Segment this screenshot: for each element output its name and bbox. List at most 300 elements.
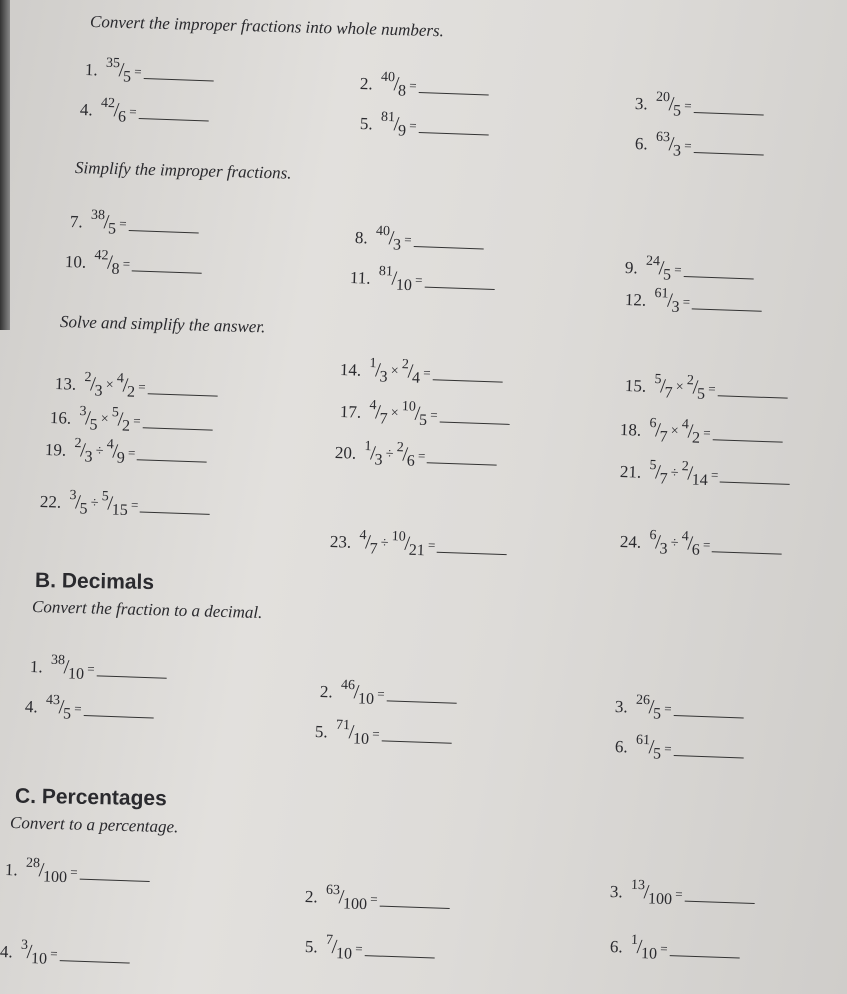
problem-number: 17. bbox=[339, 401, 362, 422]
denominator: 5 bbox=[107, 219, 117, 238]
problem-item bbox=[319, 677, 457, 708]
fraction: 3 / 5 bbox=[79, 403, 98, 434]
denominator: 100 bbox=[342, 894, 368, 913]
answer-blank[interactable] bbox=[418, 118, 488, 135]
numerator: 40 bbox=[375, 223, 391, 239]
problem-item bbox=[54, 369, 218, 401]
equals-sign: = bbox=[129, 103, 137, 119]
denominator: 100 bbox=[42, 867, 68, 886]
problem-number: 6. bbox=[614, 736, 629, 756]
problem-number: 4. bbox=[24, 696, 39, 716]
problem-number: 14. bbox=[339, 359, 362, 380]
fraction: 2 / 14 bbox=[681, 458, 709, 489]
numerator: 3 bbox=[69, 487, 77, 503]
problem-number: 18. bbox=[619, 419, 642, 440]
problem-item bbox=[29, 652, 167, 683]
answer-blank[interactable] bbox=[143, 64, 213, 81]
problem-number: 13. bbox=[54, 373, 77, 394]
denominator: 2 bbox=[121, 417, 131, 435]
answer-blank[interactable] bbox=[720, 468, 790, 485]
fraction: 13 / 100 bbox=[630, 877, 673, 908]
equals-sign: = bbox=[702, 536, 711, 552]
numerator: 4 bbox=[681, 416, 690, 432]
numerator: 46 bbox=[340, 677, 356, 693]
problem-number: 3. bbox=[609, 881, 624, 901]
fraction: 2 / 6 bbox=[396, 439, 416, 470]
problem-item bbox=[0, 937, 130, 968]
denominator: 7 bbox=[659, 469, 668, 488]
answer-blank[interactable] bbox=[59, 946, 129, 963]
operator: ÷ bbox=[380, 535, 389, 551]
fraction: 42 / 6 bbox=[100, 95, 127, 126]
instruction-simplify: Simplify the improper fractions. bbox=[74, 158, 292, 183]
problem-item bbox=[619, 457, 791, 489]
equals-sign: = bbox=[134, 63, 142, 79]
fraction: 5 / 7 bbox=[649, 457, 668, 488]
fraction: 1 / 3 bbox=[369, 355, 388, 386]
answer-blank[interactable] bbox=[128, 216, 198, 233]
denominator: 10 bbox=[357, 689, 375, 708]
numerator: 3 bbox=[20, 937, 29, 953]
answer-blank[interactable] bbox=[683, 262, 753, 279]
problem-item bbox=[624, 371, 788, 403]
problem-item bbox=[4, 855, 150, 886]
equals-sign: = bbox=[409, 77, 417, 93]
problem-item bbox=[329, 527, 508, 559]
problem-item bbox=[609, 877, 755, 908]
fraction: 40 / 8 bbox=[380, 69, 407, 100]
fraction: 10 / 21 bbox=[391, 528, 426, 559]
problem-item bbox=[69, 207, 199, 238]
denominator: 5 bbox=[89, 415, 98, 434]
numerator: 2 bbox=[74, 435, 82, 451]
denominator: 10 bbox=[335, 944, 353, 963]
problem-number: 24. bbox=[619, 531, 642, 552]
denominator: 6 bbox=[406, 452, 416, 470]
numerator: 13 bbox=[630, 877, 646, 893]
problem-number: 3. bbox=[634, 93, 649, 113]
fraction: 40 / 3 bbox=[375, 223, 402, 254]
denominator: 5 bbox=[79, 499, 88, 518]
answer-blank[interactable] bbox=[692, 294, 762, 311]
numerator: 63 bbox=[325, 882, 341, 898]
numerator: 4 bbox=[369, 397, 377, 413]
answer-blank[interactable] bbox=[381, 726, 451, 743]
numerator: 6 bbox=[649, 415, 657, 431]
operator: × bbox=[670, 423, 679, 439]
fraction: 42 / 8 bbox=[94, 247, 120, 278]
numerator: 5 bbox=[111, 404, 120, 420]
answer-blank[interactable] bbox=[437, 538, 507, 555]
fraction: 63 / 3 bbox=[655, 129, 682, 160]
numerator: 6 bbox=[649, 527, 657, 543]
denominator: 5 bbox=[652, 704, 662, 723]
operator: × bbox=[390, 405, 399, 421]
problem-number: 4. bbox=[79, 99, 94, 119]
equals-sign: = bbox=[132, 412, 141, 428]
equals-sign: = bbox=[684, 97, 692, 113]
numerator: 5 bbox=[101, 488, 109, 504]
equals-sign: = bbox=[377, 685, 385, 701]
numerator: 2 bbox=[401, 356, 410, 372]
fraction: 4 / 2 bbox=[681, 416, 701, 447]
problem-item bbox=[79, 95, 209, 126]
fraction: 1 / 3 bbox=[364, 438, 383, 469]
problem-item bbox=[84, 55, 214, 86]
equals-sign: = bbox=[127, 444, 136, 460]
numerator: 28 bbox=[25, 855, 41, 871]
denominator: 7 bbox=[369, 539, 378, 558]
denominator: 5 bbox=[662, 265, 672, 284]
problem-item bbox=[49, 403, 213, 435]
denominator: 5 bbox=[418, 411, 428, 429]
problem-number: 12. bbox=[624, 289, 647, 310]
fraction: 26 / 5 bbox=[635, 692, 662, 723]
problem-number: 3. bbox=[614, 696, 629, 716]
fraction: 10 / 5 bbox=[401, 398, 428, 429]
section-b-heading: B. Decimals bbox=[34, 568, 155, 595]
section-c-heading: C. Percentages bbox=[14, 784, 167, 811]
answer-blank[interactable] bbox=[379, 892, 449, 909]
answer-blank[interactable] bbox=[137, 445, 207, 462]
operator: ÷ bbox=[385, 446, 394, 462]
denominator: 3 bbox=[659, 539, 668, 558]
numerator: 10 bbox=[401, 398, 417, 415]
fraction: 43 / 5 bbox=[45, 692, 72, 723]
numerator: 1 bbox=[630, 932, 639, 948]
fraction: 46 / 10 bbox=[340, 677, 375, 708]
fraction: 2 / 3 bbox=[74, 435, 93, 466]
numerator: 3 bbox=[79, 403, 87, 419]
numerator: 2 bbox=[84, 369, 92, 385]
denominator: 3 bbox=[672, 141, 682, 160]
denominator: 5 bbox=[696, 385, 706, 403]
fraction: 3 / 10 bbox=[20, 937, 48, 968]
instruction-whole-numbers: Convert the improper fractions into whole numbers. bbox=[89, 12, 445, 41]
problem-item bbox=[44, 435, 208, 467]
problem-item bbox=[359, 69, 489, 100]
problem-item bbox=[349, 263, 495, 294]
equals-sign: = bbox=[74, 700, 82, 716]
operator: ÷ bbox=[670, 535, 679, 551]
fraction: 3 / 5 bbox=[69, 487, 88, 518]
problem-number: 22. bbox=[39, 491, 62, 512]
fraction: 5 / 15 bbox=[101, 488, 129, 519]
problem-number: 2. bbox=[359, 73, 374, 93]
numerator: 63 bbox=[655, 129, 671, 145]
equals-sign: = bbox=[417, 447, 426, 463]
denominator: 10 bbox=[395, 276, 413, 294]
equals-sign: = bbox=[682, 293, 691, 309]
denominator: 5 bbox=[122, 67, 132, 86]
numerator: 81 bbox=[378, 263, 394, 279]
problem-item bbox=[354, 223, 484, 254]
problem-item bbox=[609, 932, 740, 963]
equals-sign: = bbox=[664, 740, 672, 756]
problem-number: 11. bbox=[349, 267, 371, 288]
problem-number: 6. bbox=[609, 936, 624, 956]
problem-number: 5. bbox=[304, 936, 319, 956]
problem-item bbox=[624, 285, 763, 316]
problem-item bbox=[64, 247, 203, 278]
problem-number: 1. bbox=[29, 656, 44, 676]
denominator: 8 bbox=[397, 81, 407, 100]
numerator: 4 bbox=[116, 370, 125, 386]
instruction-percentage: Convert to a percentage. bbox=[9, 813, 179, 837]
operator: × bbox=[100, 411, 109, 427]
numerator: 10 bbox=[391, 528, 406, 545]
equals-sign: = bbox=[404, 231, 412, 247]
fraction: 24 / 5 bbox=[645, 253, 672, 284]
fraction: 7 / 10 bbox=[325, 932, 353, 963]
problem-number: 4. bbox=[0, 941, 14, 961]
denominator: 10 bbox=[30, 949, 48, 968]
page-edge-shadow bbox=[0, 0, 10, 330]
numerator: 81 bbox=[380, 109, 396, 125]
answer-blank[interactable] bbox=[693, 98, 763, 115]
problem-number: 23. bbox=[329, 531, 352, 552]
answer-blank[interactable] bbox=[364, 941, 434, 958]
answer-blank[interactable] bbox=[424, 273, 494, 290]
problem-item bbox=[634, 129, 764, 160]
numerator: 1 bbox=[364, 438, 372, 454]
fraction: 81 / 10 bbox=[378, 263, 413, 294]
numerator: 24 bbox=[645, 253, 661, 269]
answer-blank[interactable] bbox=[140, 498, 210, 515]
equals-sign: = bbox=[422, 364, 431, 380]
equals-sign: = bbox=[674, 261, 682, 277]
numerator: 61 bbox=[635, 732, 651, 748]
problem-number: 15. bbox=[624, 375, 647, 396]
numerator: 7 bbox=[325, 932, 334, 948]
fraction: 5 / 7 bbox=[654, 371, 673, 402]
problem-item bbox=[334, 438, 498, 470]
numerator: 2 bbox=[396, 439, 404, 455]
numerator: 40 bbox=[380, 69, 396, 85]
answer-blank[interactable] bbox=[712, 425, 782, 442]
problem-number: 8. bbox=[354, 227, 369, 247]
answer-blank[interactable] bbox=[712, 537, 782, 554]
equals-sign: = bbox=[122, 255, 131, 271]
fraction: 20 / 5 bbox=[655, 89, 682, 120]
answer-blank[interactable] bbox=[427, 448, 497, 465]
fraction: 38 / 5 bbox=[90, 207, 117, 238]
fraction: 2 / 5 bbox=[686, 372, 706, 403]
equals-sign: = bbox=[87, 660, 95, 676]
answer-blank[interactable] bbox=[142, 413, 212, 430]
problem-number: 20. bbox=[334, 442, 357, 463]
fraction: 5 / 2 bbox=[111, 404, 131, 435]
fraction: 35 / 5 bbox=[105, 55, 132, 86]
problem-item bbox=[619, 527, 783, 559]
equals-sign: = bbox=[684, 137, 692, 153]
instruction-decimal: Convert the fraction to a decimal. bbox=[31, 597, 263, 623]
equals-sign: = bbox=[372, 725, 380, 741]
answer-blank[interactable] bbox=[413, 232, 483, 249]
answer-blank[interactable] bbox=[386, 686, 456, 703]
denominator: 14 bbox=[691, 471, 709, 489]
denominator: 7 bbox=[659, 427, 668, 446]
answer-blank[interactable] bbox=[673, 741, 743, 758]
denominator: 5 bbox=[62, 704, 72, 723]
answer-blank[interactable] bbox=[147, 379, 217, 396]
answer-blank[interactable] bbox=[669, 941, 739, 958]
problem-number: 9. bbox=[624, 257, 639, 277]
fraction: 6 / 7 bbox=[649, 415, 668, 446]
equals-sign: = bbox=[130, 496, 139, 512]
problem-item bbox=[304, 882, 450, 913]
denominator: 10 bbox=[352, 729, 370, 748]
answer-blank[interactable] bbox=[673, 701, 743, 718]
numerator: 42 bbox=[100, 95, 116, 111]
problem-item bbox=[614, 692, 744, 723]
equals-sign: = bbox=[409, 117, 417, 133]
equals-sign: = bbox=[429, 406, 438, 422]
equals-sign: = bbox=[414, 271, 423, 288]
problem-number: 16. bbox=[49, 407, 72, 428]
numerator: 2 bbox=[681, 458, 689, 474]
answer-blank[interactable] bbox=[432, 365, 502, 382]
numerator: 38 bbox=[90, 207, 106, 223]
answer-blank[interactable] bbox=[138, 104, 208, 121]
answer-blank[interactable] bbox=[96, 661, 166, 678]
numerator: 4 bbox=[359, 527, 367, 543]
problem-number: 5. bbox=[359, 113, 374, 133]
fraction: 28 / 100 bbox=[25, 855, 68, 886]
numerator: 5 bbox=[654, 371, 662, 387]
fraction: 1 / 10 bbox=[630, 932, 658, 963]
denominator: 3 bbox=[671, 298, 680, 316]
denominator: 10 bbox=[640, 944, 658, 963]
numerator: 5 bbox=[649, 457, 657, 473]
operator: ÷ bbox=[95, 443, 104, 459]
numerator: 4 bbox=[106, 436, 114, 452]
problem-number: 6. bbox=[634, 133, 649, 153]
denominator: 7 bbox=[664, 383, 673, 402]
fraction: 61 / 5 bbox=[635, 732, 662, 763]
numerator: 26 bbox=[635, 692, 651, 708]
operator: × bbox=[105, 377, 114, 393]
denominator: 6 bbox=[117, 107, 127, 126]
problem-number: 1. bbox=[84, 59, 99, 79]
denominator: 3 bbox=[379, 367, 388, 386]
denominator: 7 bbox=[379, 409, 388, 428]
denominator: 2 bbox=[126, 383, 136, 401]
equals-sign: = bbox=[370, 890, 378, 907]
equals-sign: = bbox=[355, 940, 363, 956]
problem-item bbox=[339, 355, 503, 387]
denominator: 3 bbox=[84, 447, 93, 466]
fraction: 81 / 9 bbox=[380, 109, 407, 140]
answer-blank[interactable] bbox=[132, 256, 202, 273]
denominator: 6 bbox=[691, 541, 701, 559]
numerator: 35 bbox=[105, 55, 121, 71]
fraction: 4 / 2 bbox=[116, 370, 136, 401]
denominator: 3 bbox=[374, 450, 383, 469]
operator: ÷ bbox=[670, 465, 679, 481]
problem-number: 2. bbox=[304, 886, 319, 906]
problem-item bbox=[619, 415, 783, 447]
numerator: 71 bbox=[335, 717, 351, 733]
equals-sign: = bbox=[70, 863, 78, 880]
denominator: 21 bbox=[408, 541, 426, 559]
equals-sign: = bbox=[707, 380, 716, 396]
problem-number: 10. bbox=[64, 251, 87, 272]
equals-sign: = bbox=[710, 466, 719, 482]
numerator: 20 bbox=[655, 89, 671, 105]
operator: ÷ bbox=[90, 495, 99, 511]
answer-blank[interactable] bbox=[439, 407, 509, 424]
problem-number: 2. bbox=[319, 681, 334, 701]
answer-blank[interactable] bbox=[693, 138, 763, 155]
answer-blank[interactable] bbox=[717, 381, 787, 398]
equals-sign: = bbox=[427, 536, 436, 553]
denominator: 9 bbox=[397, 121, 407, 140]
fraction: 6 / 3 bbox=[649, 527, 668, 558]
numerator: 43 bbox=[45, 692, 61, 708]
denominator: 4 bbox=[411, 369, 421, 387]
fraction: 63 / 100 bbox=[325, 882, 368, 913]
fraction: 4 / 7 bbox=[369, 397, 388, 428]
equals-sign: = bbox=[50, 945, 58, 961]
fraction: 4 / 6 bbox=[681, 528, 701, 559]
fraction: 38 / 10 bbox=[50, 652, 85, 683]
fraction: 2 / 3 bbox=[84, 369, 103, 400]
problem-item bbox=[39, 487, 211, 519]
equals-sign: = bbox=[664, 700, 672, 716]
numerator: 2 bbox=[686, 372, 695, 388]
operator: × bbox=[390, 363, 399, 379]
equals-sign: = bbox=[119, 215, 127, 231]
answer-blank[interactable] bbox=[83, 701, 153, 718]
denominator: 5 bbox=[652, 744, 662, 763]
answer-blank[interactable] bbox=[684, 887, 754, 904]
problem-item bbox=[304, 932, 435, 963]
operator: × bbox=[675, 379, 684, 395]
problem-item bbox=[634, 89, 764, 120]
equals-sign: = bbox=[660, 940, 668, 956]
instruction-solve: Solve and simplify the answer. bbox=[59, 312, 266, 337]
denominator: 5 bbox=[672, 101, 682, 120]
numerator: 4 bbox=[681, 528, 689, 544]
problem-item bbox=[24, 692, 154, 723]
denominator: 2 bbox=[691, 429, 701, 447]
denominator: 15 bbox=[111, 501, 129, 519]
denominator: 3 bbox=[94, 381, 103, 400]
problem-item bbox=[359, 109, 489, 140]
problem-item bbox=[314, 717, 452, 748]
problem-number: 19. bbox=[44, 439, 67, 460]
fraction: 71 / 10 bbox=[335, 717, 370, 748]
problem-item bbox=[614, 732, 744, 763]
answer-blank[interactable] bbox=[418, 78, 488, 95]
equals-sign: = bbox=[675, 885, 683, 902]
problem-item bbox=[624, 253, 754, 284]
numerator: 42 bbox=[94, 247, 109, 264]
numerator: 61 bbox=[654, 285, 669, 302]
denominator: 3 bbox=[392, 235, 402, 254]
problem-number: 7. bbox=[69, 211, 84, 231]
problem-number: 21. bbox=[619, 461, 642, 482]
numerator: 38 bbox=[50, 652, 66, 668]
denominator: 8 bbox=[111, 260, 120, 278]
fraction: 4 / 9 bbox=[106, 436, 126, 467]
fraction: 4 / 7 bbox=[359, 527, 378, 558]
denominator: 9 bbox=[116, 449, 126, 467]
equals-sign: = bbox=[702, 424, 711, 440]
numerator: 1 bbox=[369, 355, 377, 371]
answer-blank[interactable] bbox=[79, 865, 149, 882]
